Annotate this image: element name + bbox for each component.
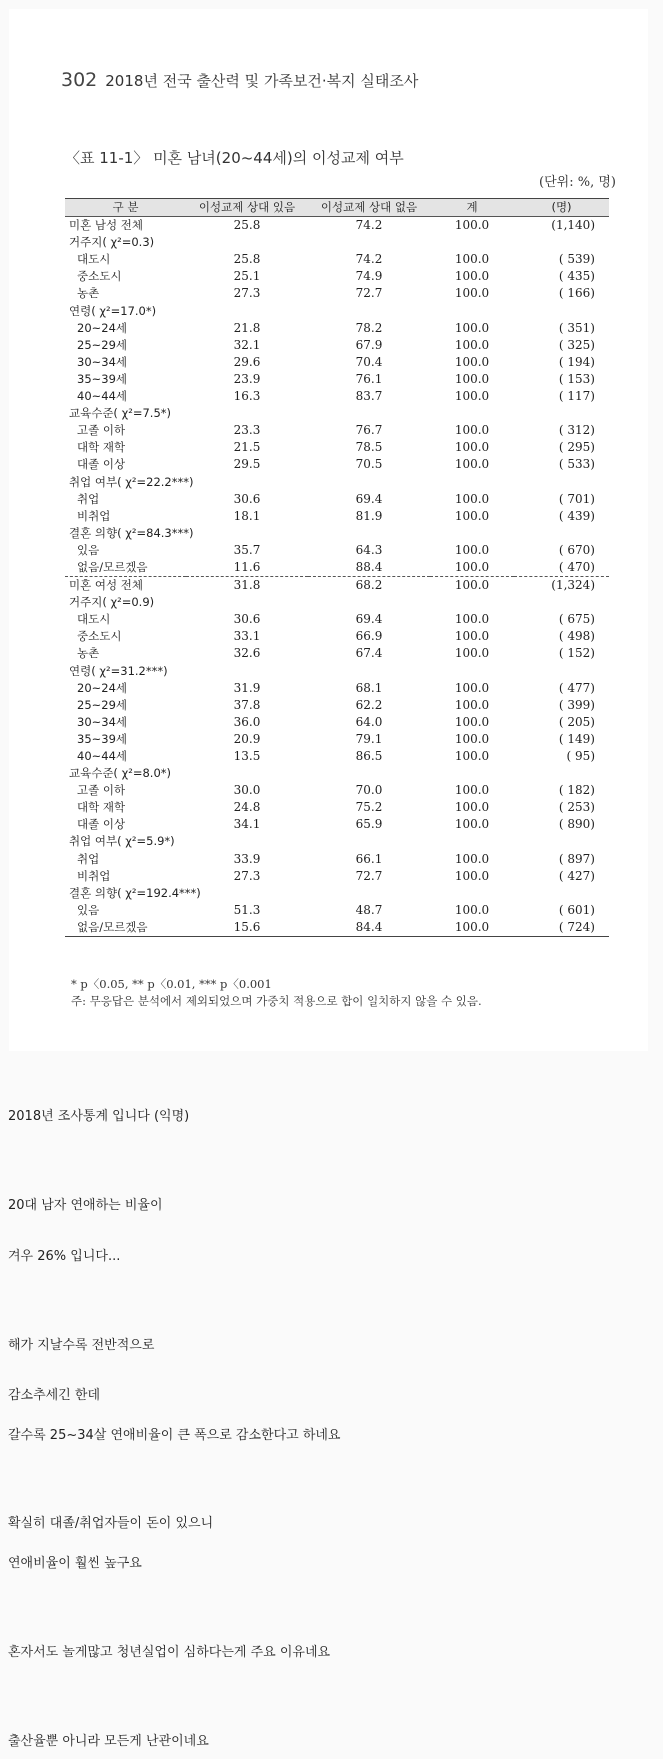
cell-total: 100.0 bbox=[454, 320, 490, 335]
row-label: 중소도시 bbox=[77, 629, 122, 644]
row-label: 대졸 이상 bbox=[77, 457, 126, 472]
cell-count: ( 205) bbox=[558, 714, 595, 729]
table-row bbox=[65, 456, 609, 473]
cell-count: ( 477) bbox=[558, 680, 595, 695]
col-header-total: 계 bbox=[430, 199, 514, 217]
header-title: 2018년 전국 출산력 및 가족보건·복지 실태조사 bbox=[105, 72, 419, 90]
cell-count: ( 153) bbox=[558, 371, 595, 386]
table-header-row bbox=[65, 199, 609, 217]
table-row bbox=[65, 371, 609, 388]
cell-has-partner: 23.3 bbox=[233, 423, 261, 438]
cell-total: 100.0 bbox=[454, 286, 490, 301]
cell-has-partner: 34.1 bbox=[233, 817, 261, 832]
cell-count: ( 427) bbox=[558, 868, 595, 883]
cell-no-partner: 67.4 bbox=[355, 646, 383, 661]
row-label: 30~34세 bbox=[77, 354, 128, 369]
cell-count: ( 399) bbox=[558, 697, 595, 712]
cell-has-partner: 18.1 bbox=[233, 508, 261, 523]
cell-count: ( 194) bbox=[558, 354, 595, 369]
cell-has-partner: 25.8 bbox=[233, 252, 261, 267]
table-row bbox=[65, 799, 609, 816]
row-label: 없음/모르겠음 bbox=[65, 919, 186, 937]
table-row bbox=[65, 320, 609, 337]
cell-total: 100.0 bbox=[454, 252, 490, 267]
cell-total: 100.0 bbox=[454, 629, 490, 644]
cell-total: 100.0 bbox=[454, 783, 490, 798]
category-label: 연령( χ²=31.2***) bbox=[69, 663, 168, 678]
cell-no-partner: 66.9 bbox=[355, 629, 383, 644]
row-label: 취업 bbox=[77, 851, 100, 866]
col-header-category: 구 분 bbox=[65, 199, 186, 217]
cell-has-partner: 30.0 bbox=[233, 783, 261, 798]
row-label: 40~44세 bbox=[77, 749, 128, 763]
row-label: 30~34세 bbox=[77, 714, 128, 729]
row-label: 20~24세 bbox=[77, 320, 128, 335]
row-label: 대학 재학 bbox=[77, 440, 126, 455]
cell-total: 100.0 bbox=[454, 337, 490, 352]
cell-count: ( 439) bbox=[558, 508, 595, 523]
row-label: 35~39세 bbox=[77, 371, 128, 386]
cell-count: ( 95) bbox=[566, 749, 595, 763]
table-row bbox=[65, 508, 609, 525]
cell-count: ( 295) bbox=[558, 440, 595, 455]
cell-has-partner: 33.1 bbox=[233, 629, 261, 644]
table-row bbox=[65, 559, 609, 577]
row-label: 25~29세 bbox=[77, 697, 128, 712]
table-row bbox=[65, 868, 609, 885]
table-row bbox=[65, 268, 609, 285]
cell-total: 100.0 bbox=[454, 612, 490, 627]
cell-total: 100.0 bbox=[454, 389, 490, 404]
post-line: 2018년 조사통계 입니다 (익명) bbox=[8, 1109, 190, 1124]
category-label: 결혼 의향( χ²=84.3***) bbox=[69, 525, 194, 540]
row-label: 중소도시 bbox=[77, 269, 122, 284]
category-label: 거주지( χ²=0.9) bbox=[69, 595, 155, 610]
table-row bbox=[65, 422, 609, 439]
cell-no-partner: 84.4 bbox=[308, 919, 430, 937]
cell-has-partner: 29.6 bbox=[233, 354, 261, 369]
table-row bbox=[65, 714, 609, 731]
table-row bbox=[65, 491, 609, 508]
category-row bbox=[65, 765, 609, 782]
post-line: 혼자서도 놀게많고 청년실업이 심하다는게 주요 이유네요 bbox=[8, 1645, 331, 1660]
cell-no-partner: 66.1 bbox=[355, 851, 383, 866]
cell-no-partner: 72.7 bbox=[355, 286, 383, 301]
category-row bbox=[65, 663, 609, 680]
cell-count: ( 675) bbox=[558, 612, 595, 627]
cell-no-partner: 68.1 bbox=[355, 680, 383, 695]
cell-total: 100.0 bbox=[454, 714, 490, 729]
row-label: 취업 bbox=[77, 491, 100, 506]
row-label: 25~29세 bbox=[77, 337, 128, 352]
total-row bbox=[65, 217, 609, 235]
post-line: 출산율뿐 아니라 모든게 난관이네요 bbox=[8, 1734, 209, 1749]
cell-count: ( 166) bbox=[558, 286, 595, 301]
cell-no-partner: 62.2 bbox=[355, 697, 383, 712]
total-row bbox=[65, 577, 609, 595]
cell-no-partner: 70.4 bbox=[355, 354, 383, 369]
cell-total: 100.0 bbox=[454, 749, 490, 763]
cell-no-partner: 74.2 bbox=[355, 252, 383, 267]
cell-has-partner: 27.3 bbox=[233, 286, 261, 301]
category-row bbox=[65, 405, 609, 422]
cell-total: 100.0 bbox=[454, 851, 490, 866]
category-row bbox=[65, 234, 609, 251]
cell-has-partner: 30.6 bbox=[233, 491, 261, 506]
post-line: 겨우 26% 입니다... bbox=[8, 1249, 121, 1264]
cell-no-partner: 70.0 bbox=[355, 783, 383, 798]
cell-no-partner: 72.7 bbox=[355, 868, 383, 883]
cell-count: ( 149) bbox=[558, 731, 595, 746]
table-row bbox=[65, 816, 609, 833]
cell-has-partner: 16.3 bbox=[233, 389, 261, 404]
category-row bbox=[65, 885, 609, 902]
cell-has-partner: 31.9 bbox=[233, 680, 261, 695]
cell-no-partner: 67.9 bbox=[355, 337, 383, 352]
post-line: 20대 남자 연애하는 비율이 bbox=[8, 1198, 163, 1213]
cell-count: ( 312) bbox=[558, 423, 595, 438]
table-row bbox=[65, 902, 609, 919]
post-line: 확실히 대졸/취업자들이 돈이 있으니 bbox=[8, 1516, 214, 1531]
cell-no-partner: 88.4 bbox=[355, 559, 383, 574]
table-row bbox=[65, 439, 609, 456]
category-row bbox=[65, 474, 609, 491]
cell-total: 100.0 bbox=[454, 731, 490, 746]
cell-no-partner: 65.9 bbox=[355, 817, 383, 832]
table-row bbox=[65, 628, 609, 645]
cell-has-partner: 21.8 bbox=[233, 320, 261, 335]
table-row bbox=[65, 782, 609, 799]
table-row bbox=[65, 251, 609, 268]
table-body bbox=[65, 217, 609, 937]
cell-no-partner: 76.1 bbox=[355, 371, 383, 386]
cell-no-partner: 74.9 bbox=[355, 269, 383, 284]
cell-total: 100.0 bbox=[454, 868, 490, 883]
cell-has-partner: 11.6 bbox=[233, 559, 261, 574]
cell-no-partner: 69.4 bbox=[355, 612, 383, 627]
category-row bbox=[65, 594, 609, 611]
category-label: 연령( χ²=17.0*) bbox=[69, 303, 157, 318]
cell-total: 100.0 bbox=[454, 491, 490, 506]
table-row bbox=[65, 645, 609, 662]
cell-has-partner: 32.1 bbox=[233, 337, 261, 352]
cell-count: (1,324) bbox=[514, 577, 609, 595]
row-label: 있음 bbox=[77, 542, 100, 557]
table-row bbox=[65, 851, 609, 868]
cell-no-partner: 69.4 bbox=[355, 491, 383, 506]
page-number: 302 bbox=[61, 69, 98, 91]
table-row bbox=[65, 611, 609, 628]
cell-no-partner: 70.5 bbox=[355, 457, 383, 472]
cell-count: ( 701) bbox=[558, 491, 595, 506]
cell-no-partner: 64.0 bbox=[355, 714, 383, 729]
table-row bbox=[65, 919, 609, 937]
category-row bbox=[65, 833, 609, 850]
row-label: 없음/모르겠음 bbox=[77, 559, 148, 574]
cell-count: ( 601) bbox=[558, 902, 595, 917]
cell-total: 100.0 bbox=[430, 577, 514, 595]
category-label: 결혼 의향( χ²=192.4***) bbox=[69, 885, 201, 900]
cell-has-partner: 51.3 bbox=[233, 902, 261, 917]
category-label: 교육수준( χ²=8.0*) bbox=[69, 766, 171, 781]
row-label: 20~24세 bbox=[77, 680, 128, 695]
table-row bbox=[65, 388, 609, 405]
category-row bbox=[65, 303, 609, 320]
cell-total: 100.0 bbox=[454, 508, 490, 523]
table-title: 〈표 11-1〉 미혼 남녀(20~44세)의 이성교제 여부 bbox=[65, 149, 404, 167]
category-label: 취업 여부( χ²=5.9*) bbox=[69, 834, 175, 849]
row-label: 대학 재학 bbox=[77, 800, 126, 815]
cell-total: 100.0 bbox=[430, 919, 514, 937]
row-label: 대도시 bbox=[77, 612, 111, 627]
row-label: 대도시 bbox=[77, 252, 111, 267]
cell-has-partner: 31.8 bbox=[186, 577, 308, 595]
cell-count: ( 182) bbox=[558, 783, 595, 798]
table-row bbox=[65, 337, 609, 354]
cell-total: 100.0 bbox=[454, 817, 490, 832]
cell-count: ( 117) bbox=[558, 389, 595, 404]
row-label: 대졸 이상 bbox=[77, 817, 126, 832]
cell-has-partner: 33.9 bbox=[233, 851, 261, 866]
category-label: 교육수준( χ²=7.5*) bbox=[69, 406, 171, 421]
cell-count: ( 498) bbox=[558, 629, 595, 644]
cell-count: ( 470) bbox=[558, 559, 595, 574]
footnote-significance: * p〈0.05, ** p〈0.01, *** p〈0.001 bbox=[71, 977, 272, 991]
cell-count: ( 897) bbox=[558, 851, 595, 866]
row-label: 농촌 bbox=[77, 646, 100, 661]
row-label: 비취업 bbox=[77, 508, 111, 523]
category-row bbox=[65, 525, 609, 542]
cell-count: ( 351) bbox=[558, 320, 595, 335]
cell-count: ( 435) bbox=[558, 269, 595, 284]
cell-total: 100.0 bbox=[454, 218, 490, 233]
cell-has-partner: 37.8 bbox=[233, 697, 261, 712]
post-line: 갈수록 25~34살 연애비율이 큰 폭으로 감소한다고 하네요 bbox=[8, 1428, 341, 1443]
row-label: 비취업 bbox=[77, 868, 111, 883]
cell-has-partner: 13.5 bbox=[233, 749, 261, 763]
cell-no-partner: 75.2 bbox=[355, 800, 383, 815]
cell-total: 100.0 bbox=[454, 423, 490, 438]
category-label: 취업 여부( χ²=22.2***) bbox=[69, 474, 194, 489]
cell-no-partner: 79.1 bbox=[355, 731, 383, 746]
category-label: 거주지( χ²=0.3) bbox=[69, 235, 155, 250]
cell-no-partner: 86.5 bbox=[355, 749, 383, 763]
cell-count: ( 670) bbox=[558, 542, 595, 557]
cell-count: ( 539) bbox=[558, 252, 595, 267]
cell-no-partner: 81.9 bbox=[355, 508, 383, 523]
cell-has-partner: 27.3 bbox=[233, 868, 261, 883]
document-scan bbox=[9, 9, 648, 1051]
post-line: 감소추세긴 한데 bbox=[8, 1388, 101, 1403]
cell-total: 100.0 bbox=[454, 440, 490, 455]
cell-has-partner: 30.6 bbox=[233, 612, 261, 627]
table-row bbox=[65, 748, 609, 765]
row-label: 40~44세 bbox=[77, 389, 128, 404]
running-header bbox=[61, 69, 418, 91]
cell-has-partner: 15.6 bbox=[186, 919, 308, 937]
cell-count: ( 890) bbox=[558, 817, 595, 832]
cell-no-partner: 74.2 bbox=[355, 218, 383, 233]
cell-total: 100.0 bbox=[454, 902, 490, 917]
cell-has-partner: 23.9 bbox=[233, 371, 261, 386]
cell-has-partner: 25.1 bbox=[233, 269, 261, 284]
cell-no-partner: 78.2 bbox=[355, 320, 383, 335]
cell-has-partner: 36.0 bbox=[233, 714, 261, 729]
cell-total: 100.0 bbox=[454, 680, 490, 695]
cell-has-partner: 20.9 bbox=[233, 731, 261, 746]
cell-has-partner: 24.8 bbox=[233, 800, 261, 815]
cell-no-partner: 68.2 bbox=[308, 577, 430, 595]
row-label: 미혼 여성 전체 bbox=[65, 577, 186, 595]
cell-total: 100.0 bbox=[454, 559, 490, 574]
table-row bbox=[65, 731, 609, 748]
row-label: 고졸 이하 bbox=[77, 783, 126, 798]
row-label: 미혼 남성 전체 bbox=[69, 218, 143, 233]
cell-no-partner: 48.7 bbox=[355, 902, 383, 917]
row-label: 고졸 이하 bbox=[77, 423, 126, 438]
row-label: 35~39세 bbox=[77, 731, 128, 746]
col-header-no-partner: 이성교제 상대 없음 bbox=[308, 199, 430, 217]
table-row bbox=[65, 542, 609, 559]
col-header-has-partner: 이성교제 상대 있음 bbox=[186, 199, 308, 217]
cell-has-partner: 35.7 bbox=[233, 542, 261, 557]
cell-has-partner: 29.5 bbox=[233, 457, 261, 472]
cell-total: 100.0 bbox=[454, 542, 490, 557]
table-row bbox=[65, 285, 609, 302]
row-label: 농촌 bbox=[77, 286, 100, 301]
col-header-count: (명) bbox=[514, 199, 609, 217]
cell-count: ( 152) bbox=[558, 646, 595, 661]
cell-count: ( 253) bbox=[558, 800, 595, 815]
cell-has-partner: 25.8 bbox=[233, 218, 261, 233]
row-label: 있음 bbox=[77, 902, 100, 917]
cell-count: ( 724) bbox=[514, 919, 609, 937]
cell-no-partner: 78.5 bbox=[355, 440, 383, 455]
cell-total: 100.0 bbox=[454, 800, 490, 815]
table-row bbox=[65, 697, 609, 714]
cell-has-partner: 21.5 bbox=[233, 440, 261, 455]
cell-total: 100.0 bbox=[454, 646, 490, 661]
table-row bbox=[65, 354, 609, 371]
table-unit: (단위: %, 명) bbox=[539, 175, 616, 190]
cell-count: ( 325) bbox=[558, 337, 595, 352]
table-row bbox=[65, 680, 609, 697]
cell-total: 100.0 bbox=[454, 371, 490, 386]
cell-count: (1,140) bbox=[551, 218, 595, 233]
cell-total: 100.0 bbox=[454, 269, 490, 284]
cell-total: 100.0 bbox=[454, 354, 490, 369]
post-line: 해가 지날수록 전반적으로 bbox=[8, 1338, 155, 1353]
cell-total: 100.0 bbox=[454, 697, 490, 712]
data-table bbox=[65, 198, 609, 937]
cell-no-partner: 76.7 bbox=[355, 423, 383, 438]
cell-has-partner: 32.6 bbox=[233, 646, 261, 661]
cell-no-partner: 83.7 bbox=[355, 389, 383, 404]
cell-total: 100.0 bbox=[454, 457, 490, 472]
footnote-note: 주: 무응답은 분석에서 제외되었으며 가중치 적용으로 합이 일치하지 않을 수 있음. bbox=[71, 994, 482, 1008]
cell-count: ( 533) bbox=[558, 457, 595, 472]
post-line: 연애비율이 훨씬 높구요 bbox=[8, 1556, 142, 1571]
cell-no-partner: 64.3 bbox=[355, 542, 383, 557]
